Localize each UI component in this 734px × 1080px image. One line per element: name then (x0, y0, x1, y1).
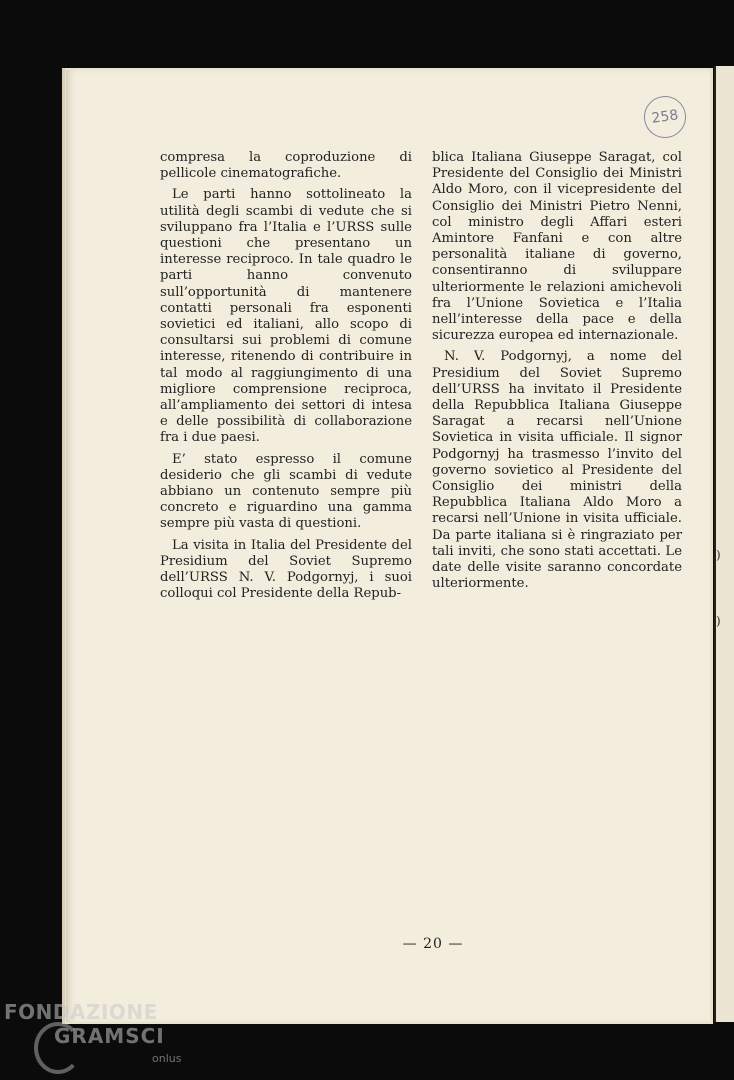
watermark-logo (4, 998, 194, 1078)
paragraph: blica Italiana Giuseppe Saragat, col Presidente del Consiglio dei Ministri Aldo Moro, con il vicepresidente del Consiglio dei Ministri Pietro Nenni, col ministro degli Affari esteri Amintore Fanfani e con altre personalità italiane di governo, consentiranno di sviluppare ulteriormente le relazioni amichevoli fra l’Unione Sovietica e l’Italia nell’interesse della pace e della sicurezza europea ed internazionale. (432, 150, 682, 344)
paragraph: E’ stato espresso il comune desiderio che gli scambi di vedute abbiano un contenuto sempre più concreto e riguardino una gamma sempre più vasta di questioni. (160, 451, 412, 532)
right-column (432, 150, 682, 597)
paragraph: La visita in Italia del Presidente del Presidium del Soviet Supremo dell’URSS N. V. Podgornyj, i suoi colloqui col Presidente della Repub- (160, 537, 412, 602)
page-number: — 20 — (402, 936, 464, 952)
paragraph: Le parti hanno sottolineato la utilità degli scambi di vedute che si sviluppano fra l’Italia e l’URSS sulle questioni che presentano un interesse reciproco. In tale quadro le parti hanno convenuto sull’opportunità di mantenere contatti personali fra esponenti sovietici ed italiani, allo scopo di consultarsi sui problemi di comune interesse, ritenendo di contribuire in tal modo al raggiungimento di una migliore comprensione reciproca, all’ampliamento dei settori di intesa e delle possibilità di collaborazione fra i due paesi. (160, 187, 412, 446)
archive-stamp: 258 (641, 93, 688, 140)
paragraph: compresa la coproduzione di pellicole cinematografiche. (160, 150, 412, 182)
next-page-mark: ) (716, 548, 721, 562)
left-column (160, 150, 412, 607)
watermark-line3: onlus (152, 1052, 182, 1065)
watermark-line2: GRAMSCI (54, 1024, 165, 1048)
next-page-mark: ) (716, 614, 721, 628)
watermark-line1: FONDAZIONE (4, 1000, 158, 1024)
next-page-edge (714, 66, 734, 1022)
paragraph: N. V. Podgornyj, a nome del Presidium del Soviet Supremo dell’URSS ha invitato il Presidente della Repubblica Italiana Giuseppe Saragat a recarsi nell’Unione Sovietica in visita ufficiale. Il signor Podgornyj ha trasmesso l’invito del governo sovietico al Presidente del Consiglio dei ministri della Repubblica Italiana Aldo Moro a recarsi nell’Unione in visita ufficiale. Da parte italiana si è ringraziato per tali inviti, che sono stati accettati. Le date delle visite saranno concordate ulteriormente. (432, 349, 682, 592)
